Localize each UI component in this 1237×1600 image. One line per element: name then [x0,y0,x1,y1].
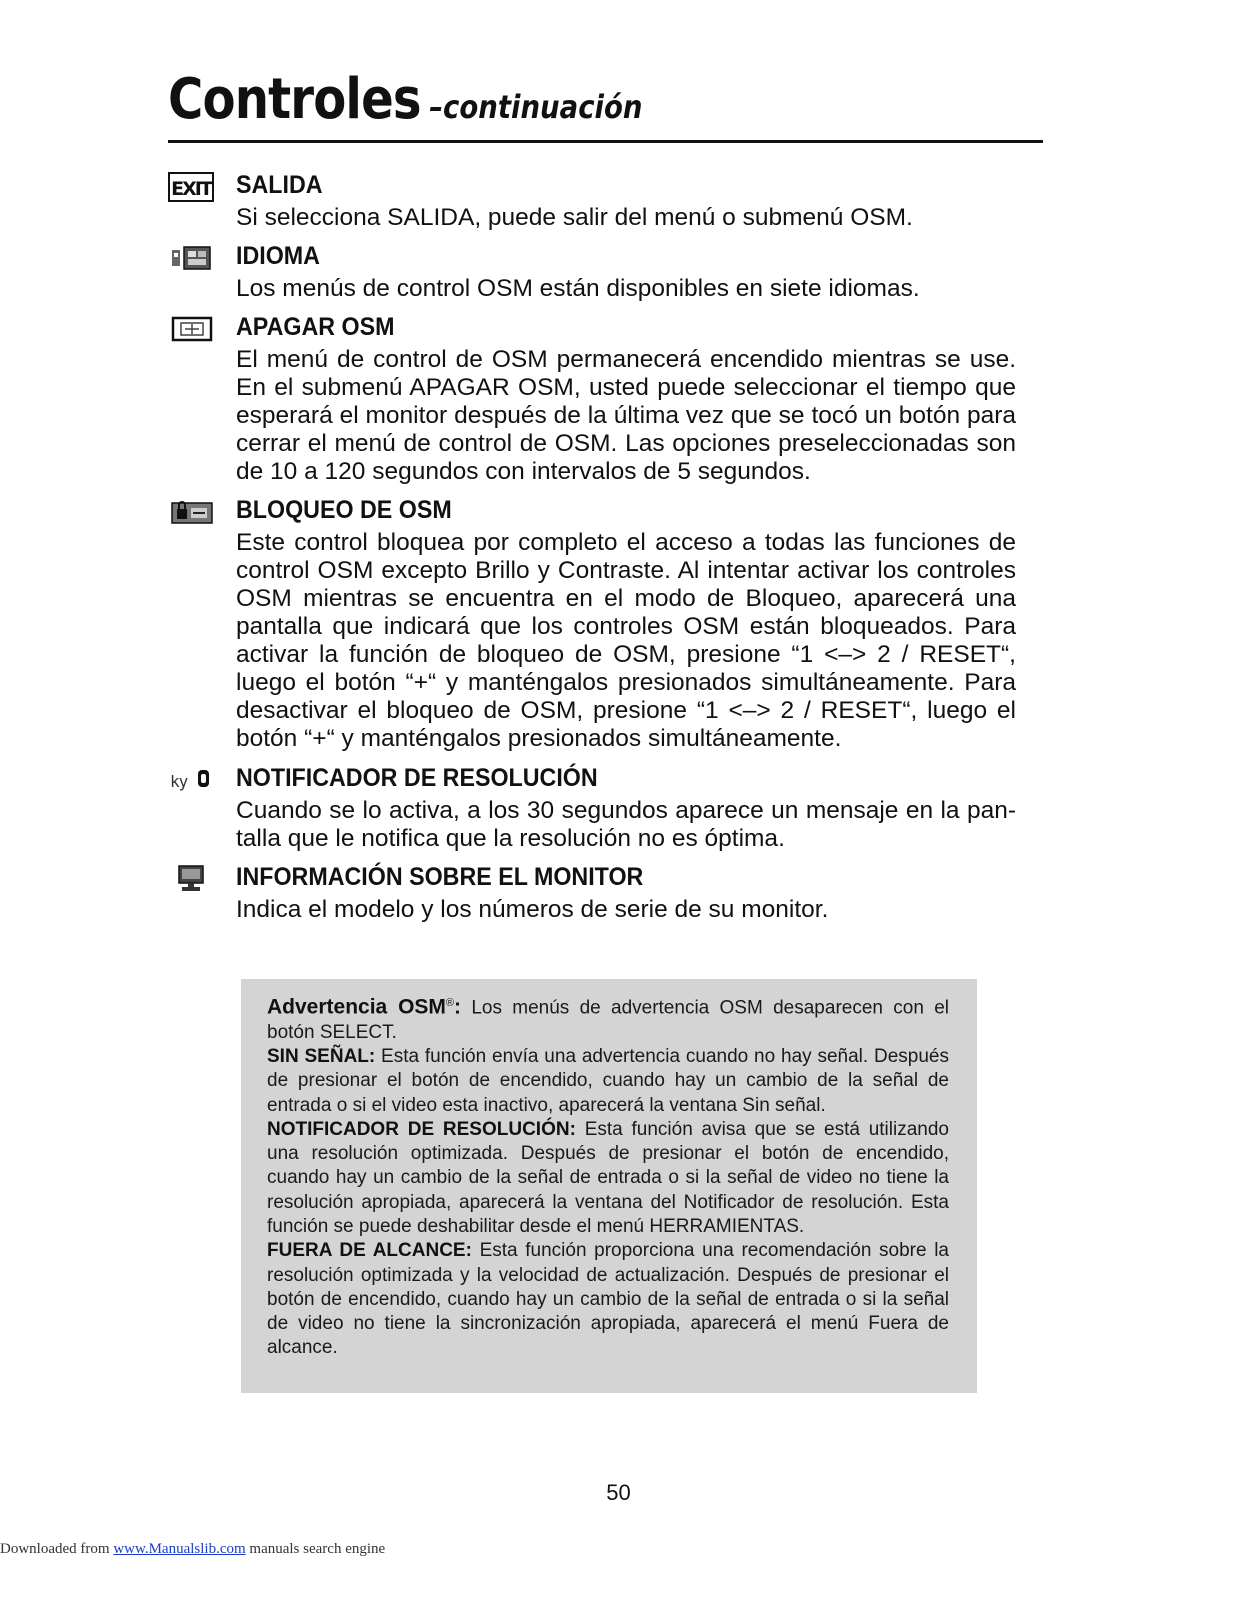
note-label: NOTIFICADOR DE RESOLUCIÓN: [267,1118,576,1140]
item-title: BLOQUEO DE OSM [236,496,452,524]
resolution-notifier-icon [168,765,214,795]
page-header [168,68,1043,143]
manualslib-link[interactable]: www.Manualslib.com [113,1541,246,1557]
item-body: Cuando se lo activa, a los 30 segundos aparece un mensaje en la pantalla que le notifica que la resolución no es óptima. [236,797,1016,852]
page-number: 50 [606,1480,631,1505]
page-title [168,68,642,139]
title-subtitle: –continuación [429,88,643,126]
osm-lock-icon [168,497,214,527]
note-paragraph-notificador [267,1118,949,1239]
note-body: Esta función proporciona una recomendación sobre la resolución optimizada y la velocidad de actualización. Después de presionar el botón de encendido, cuando hay un cambio de la señal de entrada o si la señal de video no tiene la sincronización apropiada, aparecerá el menú Fuera de alcance. [267,1240,949,1359]
osm-timer-icon [168,314,214,344]
item-body: El menú de control de OSM permanecerá encendido mientras se use. En el submenú APAGAR OSM, usted puede seleccionar el tiempo que esperará el monitor después de la última vez que se tocó un botón para cerrar el menú de control de OSM. Las opciones preseleccionadas son de 10 a 120 segundos con intervalos de 5 segundos. [236,346,1016,485]
note-paragraph-advertencia [267,991,949,1045]
language-icon [168,243,214,273]
svg-text:EXIT: EXIT [171,178,211,200]
monitor-info-icon [168,864,214,894]
note-text [267,991,949,1361]
registered-mark: ® [445,997,455,1009]
item-body: Si selecciona SALIDA, puede salir del menú o submenú OSM. [236,204,913,231]
osm-warning-note [241,979,977,1393]
item-title: IDIOMA [236,242,320,270]
item-body: Este control bloquea por completo el acceso a todas las funciones de control OSM excepto Brillo y Contraste. Al intentar activar los controles OSM mientras se encuentra en el modo de Bloqueo, aparecerá una pantalla que indicará que los controles OSM están bloqueados. Para activar la función de bloqueo de OSM, presione “1 <–> 2 / RESET“, luego el botón “+“ y manténgalos presionados simultáneamente. Para desactivar el bloqueo de OSM, presione “1 <–> 2 / RESET“, luego el botón “+“ y manténgalos presionados simultáneamente. [236,529,1016,752]
note-label: Advertencia OSM [267,995,446,1019]
item-title: SALIDA [236,171,323,199]
note-body: Los menús de advertencia OSM desaparecen con el botón SELECT. [267,997,949,1043]
note-label: FUERA DE ALCANCE: [267,1240,472,1262]
note-paragraph-sin-senal [267,1045,949,1118]
item-body: Los menús de control OSM están disponibles en siete idiomas. [236,275,920,302]
item-title: NOTIFICADOR DE RESOLUCIÓN [236,764,598,792]
title-main: Controles [168,67,421,132]
item-title: APAGAR OSM [236,313,395,341]
note-body: Esta función avisa que se está utilizando una resolución optimizada. Después de presionar el botón de encendido, cuando hay un cambio de la señal de entrada o si la señal de video no tiene la resolución apropiada, aparecerá la ventana del Notificador de resolución. Esta función se puede deshabilitar desde el menú HERRAMIENTAS. [267,1118,949,1237]
footer-prefix: Downloaded from [0,1541,114,1557]
note-label: SIN SEÑAL: [267,1045,376,1067]
download-footer [0,1541,385,1558]
note-paragraph-fuera-alcance [267,1239,949,1360]
note-body: Esta función envía una advertencia cuando no hay señal. Después de presionar el botón de encendido, cuando hay un cambio de la señal de entrada o si el video esta inactivo, aparecerá la ventana Sin señal. [267,1045,949,1116]
note-label-colon: : [454,995,462,1019]
item-body: Indica el modelo y los números de serie de su monitor. [236,896,829,923]
footer-suffix: manuals search engine [245,1541,386,1557]
item-title: INFORMACIÓN SOBRE EL MONITOR [236,863,644,891]
exit-icon [168,172,214,202]
svg-text:ky: ky [170,772,188,791]
